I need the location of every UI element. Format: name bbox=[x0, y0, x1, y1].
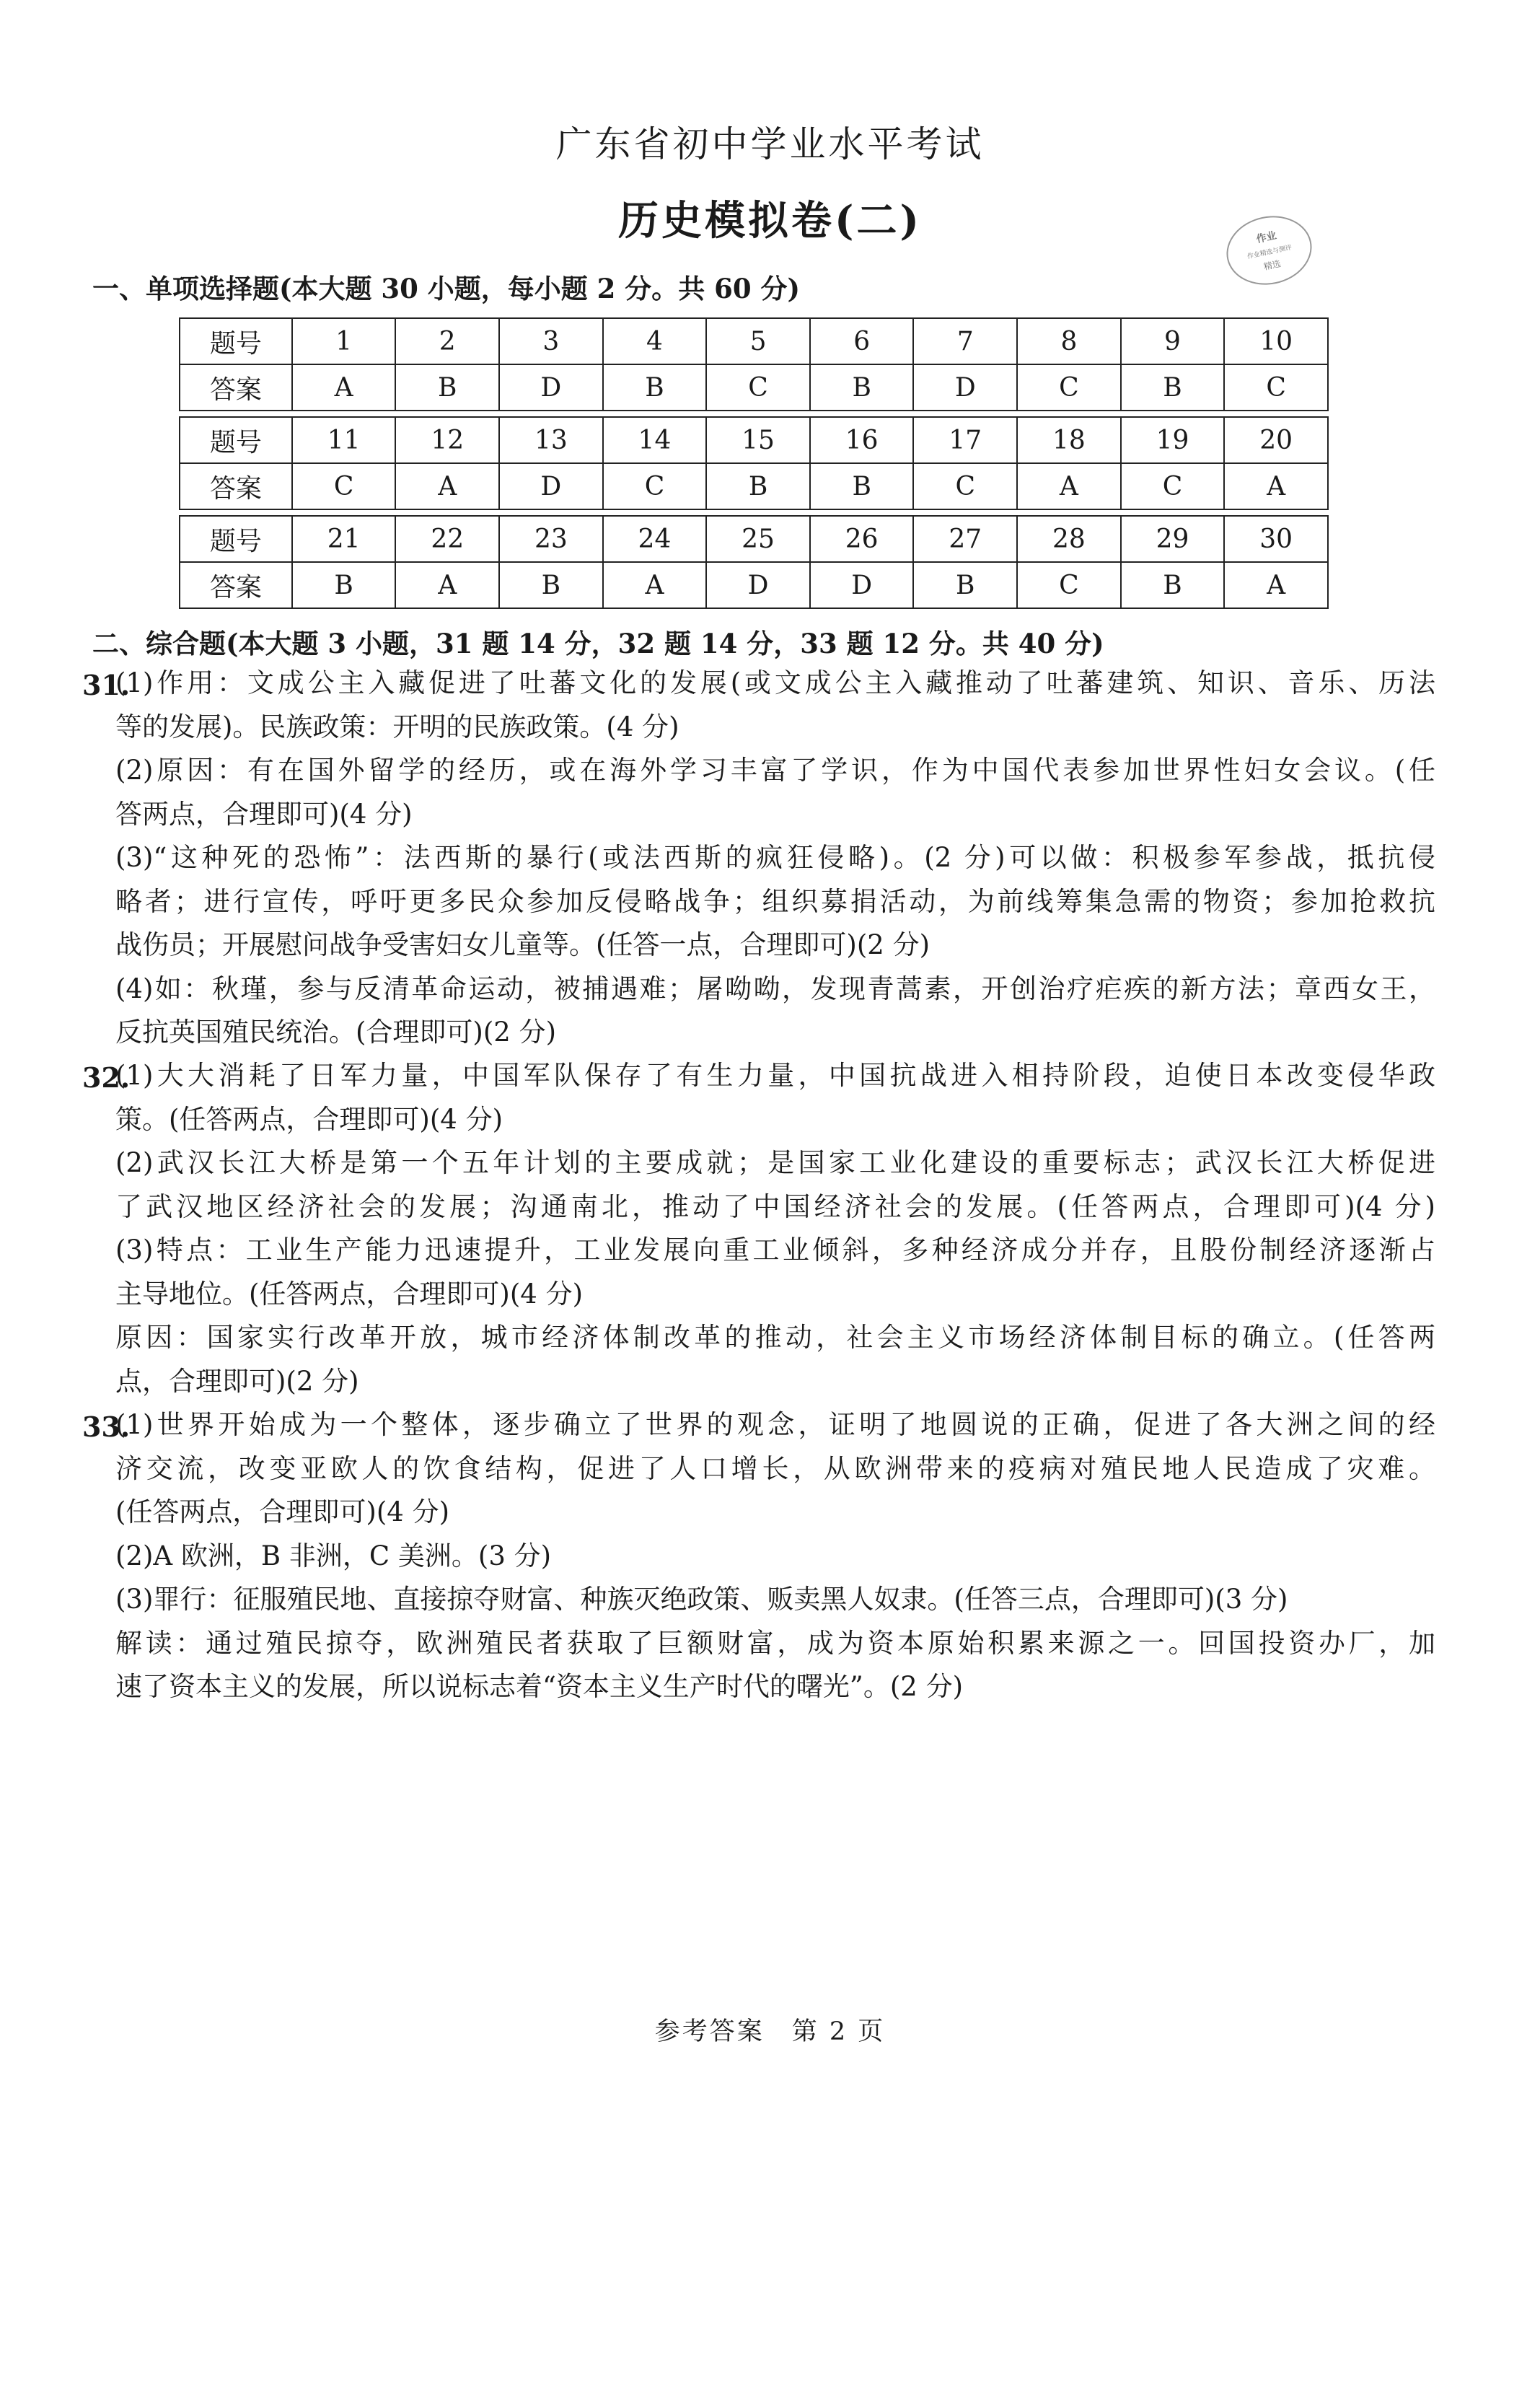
question-number-cell: 22 bbox=[395, 516, 499, 562]
answer-cell: C bbox=[1017, 562, 1121, 608]
answer-cell: B bbox=[1121, 562, 1225, 608]
answer-line: (1)世界开始成为一个整体，逐步确立了世界的观念，证明了地圆说的正确，促进了各大洲之间的经 bbox=[115, 1409, 1435, 1440]
question-number-cell: 11 bbox=[292, 417, 396, 463]
paper-subtitle: 历史模拟卷(二) bbox=[618, 197, 922, 245]
answer-cell: B bbox=[810, 364, 914, 411]
answer-line: (3)“这种死的恐怖”：法西斯的暴行(或法西斯的疯狂侵略)。(2 分)可以做：积极参军参战，抵抗侵 bbox=[115, 842, 1435, 873]
answer-line: 原因：国家实行改革开放，城市经济体制改革的推动，社会主义市场经济体制目标的确立。(任答两 bbox=[115, 1322, 1435, 1353]
answer-cell: B bbox=[913, 562, 1017, 608]
answer-line: 速了资本主义的发展，所以说标志着“资本主义生产时代的曙光”。(2 分) bbox=[115, 1671, 964, 1702]
stamp-line-2: 作业精选与测评 bbox=[1246, 244, 1293, 261]
answer-cell: A bbox=[1224, 463, 1328, 509]
answer-row bbox=[180, 562, 1328, 608]
question-number-cell: 20 bbox=[1224, 417, 1328, 463]
answer-cell: B bbox=[706, 463, 810, 509]
answer-line: (2)武汉长江大桥是第一个五年计划的主要成就；是国家工业化建设的重要标志；武汉长江大桥促进 bbox=[115, 1147, 1435, 1178]
answer-cell: C bbox=[706, 364, 810, 411]
answer-cell: D bbox=[499, 463, 603, 509]
question-number-cell: 8 bbox=[1017, 318, 1121, 364]
question-number-cell: 25 bbox=[706, 516, 810, 562]
question-number-cell: 27 bbox=[913, 516, 1017, 562]
answer-cell: D bbox=[810, 562, 914, 608]
row-label: 题号 bbox=[180, 318, 292, 364]
table-gap-row bbox=[180, 509, 1328, 516]
page-footer: 参考答案 第 2 页 bbox=[654, 2017, 886, 2046]
answer-line: 战伤员；开展慰问战争受害妇女儿童等。(任答一点，合理即可)(2 分) bbox=[115, 929, 930, 960]
section-2-heading: 二、综合题(本大题 3 小题，31 题 14 分，32 题 14 分，33 题 12 分。共 40 分) bbox=[92, 628, 1104, 659]
answer-cell: D bbox=[913, 364, 1017, 411]
answer-cell: B bbox=[810, 463, 914, 509]
question-number-cell: 10 bbox=[1224, 318, 1328, 364]
answer-line: 主导地位。(任答两点，合理即可)(4 分) bbox=[115, 1278, 584, 1310]
stamp-line-1: 作业 bbox=[1255, 229, 1278, 246]
answer-line: 解读：通过殖民掠夺，欧洲殖民者获取了巨额财富，成为资本原始积累来源之一。回国投资办厂，加 bbox=[115, 1627, 1435, 1659]
answer-line: (2)原因：有在国外留学的经历，或在海外学习丰富了学识，作为中国代表参加世界性妇女会议。(任 bbox=[115, 755, 1435, 786]
answer-cell: B bbox=[1121, 364, 1225, 411]
answer-line: 等的发展)。民族政策：开明的民族政策。(4 分) bbox=[115, 711, 679, 742]
answer-line: 反抗英国殖民统治。(合理即可)(2 分) bbox=[115, 1017, 557, 1048]
question-number-cell: 7 bbox=[913, 318, 1017, 364]
question-33 bbox=[82, 1403, 1435, 1709]
answer-line: 略者；进行宣传，呼吁更多民众参加反侵略战争；组织募捐活动，为前线筹集急需的物资；参加抢救抗 bbox=[115, 885, 1435, 917]
answer-cell: B bbox=[499, 562, 603, 608]
question-number-cell: 23 bbox=[499, 516, 603, 562]
answer-line: 点，合理即可)(2 分) bbox=[115, 1365, 359, 1397]
question-number: 32. bbox=[82, 1061, 131, 1094]
row-label: 答案 bbox=[180, 562, 292, 608]
stamp-line-3: 精选 bbox=[1262, 258, 1282, 272]
answer-line: 济交流，改变亚欧人的饮食结构，促进了人口增长，从欧洲带来的疫病对殖民地人民造成了灾难。 bbox=[115, 1452, 1435, 1484]
answer-cell: A bbox=[395, 463, 499, 509]
question-number-cell: 16 bbox=[810, 417, 914, 463]
answer-cell: C bbox=[1224, 364, 1328, 411]
question-number-cell: 2 bbox=[395, 318, 499, 364]
answer-line: (4)如：秋瑾，参与反清革命运动，被捕遇难；屠呦呦，发现青蒿素，开创治疗疟疾的新方法；章西女王， bbox=[115, 973, 1435, 1004]
question-number-cell: 17 bbox=[913, 417, 1017, 463]
answer-row bbox=[180, 364, 1328, 411]
question-number-row bbox=[180, 318, 1328, 364]
answer-cell: A bbox=[1017, 463, 1121, 509]
question-number-cell: 30 bbox=[1224, 516, 1328, 562]
question-number-cell: 24 bbox=[603, 516, 707, 562]
question-number-cell: 28 bbox=[1017, 516, 1121, 562]
answer-cell: C bbox=[292, 463, 396, 509]
answer-line: (1)大大消耗了日军力量，中国军队保存了有生力量，中国抗战进入相持阶段，迫使日本改变侵华政 bbox=[115, 1060, 1435, 1091]
question-number: 33. bbox=[82, 1411, 131, 1443]
answer-cell: A bbox=[292, 364, 396, 411]
answer-cell: B bbox=[603, 364, 707, 411]
section-1-heading: 一、单项选择题(本大题 30 小题，每小题 2 分。共 60 分) bbox=[92, 273, 801, 304]
row-label: 答案 bbox=[180, 463, 292, 509]
question-number-cell: 19 bbox=[1121, 417, 1225, 463]
question-31 bbox=[82, 662, 1435, 1055]
question-number: 31. bbox=[82, 669, 131, 701]
answer-line: (1)作用：文成公主入藏促进了吐蕃文化的发展(或文成公主入藏推动了吐蕃建筑、知识、音乐、历法 bbox=[115, 667, 1435, 698]
answer-line: (3)特点：工业生产能力迅速提升，工业发展向重工业倾斜，多种经济成分并存，且股份制经济逐渐占 bbox=[115, 1234, 1435, 1266]
question-number-cell: 12 bbox=[395, 417, 499, 463]
question-number-cell: 13 bbox=[499, 417, 603, 463]
question-number-cell: 18 bbox=[1017, 417, 1121, 463]
answer-row bbox=[180, 463, 1328, 509]
answer-cell: B bbox=[292, 562, 396, 608]
answer-line: 了武汉地区经济社会的发展；沟通南北，推动了中国经济社会的发展。(任答两点，合理即可)(4 分) bbox=[115, 1190, 1435, 1222]
answer-cell: B bbox=[395, 364, 499, 411]
exam-title: 广东省初中学业水平考试 bbox=[555, 123, 985, 165]
question-number-cell: 15 bbox=[706, 417, 810, 463]
question-number-cell: 3 bbox=[499, 318, 603, 364]
answer-cell: C bbox=[913, 463, 1017, 509]
answer-cell: C bbox=[603, 463, 707, 509]
answer-cell: A bbox=[1224, 562, 1328, 608]
answer-cell: C bbox=[1017, 364, 1121, 411]
row-label: 答案 bbox=[180, 364, 292, 411]
question-number-cell: 6 bbox=[810, 318, 914, 364]
question-number-cell: 26 bbox=[810, 516, 914, 562]
answer-cell: D bbox=[499, 364, 603, 411]
question-number-row bbox=[180, 417, 1328, 463]
question-number-cell: 5 bbox=[706, 318, 810, 364]
question-number-cell: 14 bbox=[603, 417, 707, 463]
answer-line: (2)A 欧洲，B 非洲，C 美洲。(3 分) bbox=[115, 1540, 552, 1571]
answer-cell: C bbox=[1121, 463, 1225, 509]
answer-cell: D bbox=[706, 562, 810, 608]
answer-table bbox=[179, 317, 1329, 609]
answer-line: (任答两点，合理即可)(4 分) bbox=[115, 1496, 450, 1527]
question-32 bbox=[82, 1054, 1435, 1403]
answer-cell: A bbox=[603, 562, 707, 608]
question-number-cell: 1 bbox=[292, 318, 396, 364]
question-number-cell: 9 bbox=[1121, 318, 1225, 364]
answer-cell: A bbox=[395, 562, 499, 608]
row-label: 题号 bbox=[180, 417, 292, 463]
answer-line: 策。(任答两点，合理即可)(4 分) bbox=[115, 1103, 503, 1135]
question-number-cell: 4 bbox=[603, 318, 707, 364]
question-number-cell: 29 bbox=[1121, 516, 1225, 562]
table-gap-row bbox=[180, 411, 1328, 417]
answer-line: (3)罪行：征服殖民地、直接掠夺财富、种族灭绝政策、贩卖黑人奴隶。(任答三点，合理即可)(3 分) bbox=[115, 1584, 1288, 1615]
answer-line: 答两点，合理即可)(4 分) bbox=[115, 798, 413, 830]
row-label: 题号 bbox=[180, 516, 292, 562]
question-number-cell: 21 bbox=[292, 516, 396, 562]
question-number-row bbox=[180, 516, 1328, 562]
